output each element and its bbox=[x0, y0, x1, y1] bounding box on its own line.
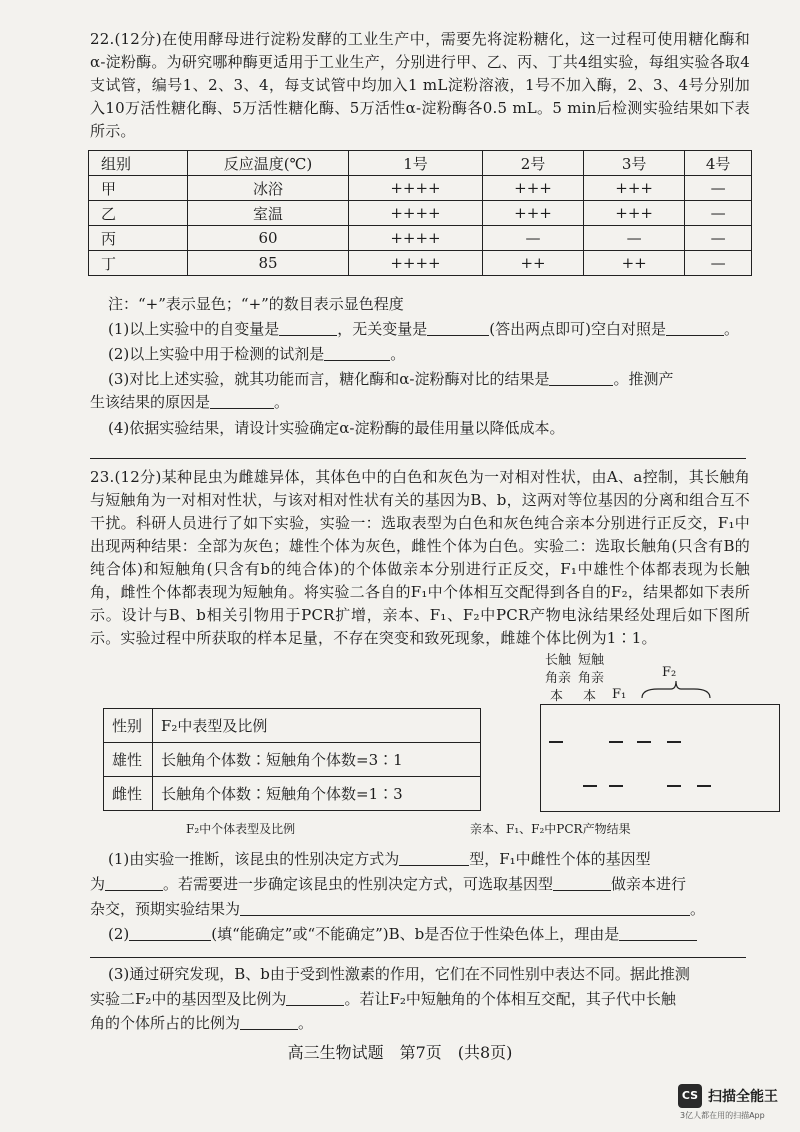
table-cell: 丁 bbox=[89, 251, 188, 276]
q22-s2-text: (2)以上实验中用于检测的试剂是 bbox=[108, 345, 325, 363]
q22-sub3 bbox=[108, 368, 754, 391]
answer-blank[interactable] bbox=[666, 321, 724, 336]
gel-label-short-3: 本 bbox=[583, 689, 597, 704]
scanner-watermark bbox=[678, 1080, 798, 1120]
q23-sub1-cont bbox=[90, 873, 754, 896]
q22-s3-text: 生该结果的原因是 bbox=[90, 393, 211, 411]
header-cell: 1号 bbox=[349, 151, 483, 176]
table-cell: 雌性 bbox=[104, 777, 153, 811]
gel-label-long-1: 长触 bbox=[545, 653, 572, 668]
table-cell: ++++ bbox=[349, 226, 483, 251]
answer-line[interactable] bbox=[90, 957, 746, 958]
q22-sub2 bbox=[108, 343, 754, 366]
q23-s3-text: 角的个体所占的比例为 bbox=[90, 1014, 241, 1032]
answer-blank[interactable] bbox=[619, 926, 697, 941]
q23-s2-text: (填“能确定”或“不能确定”)B、b是否位于性染色体上，理由是 bbox=[211, 925, 620, 943]
q23-s1-text: 型，F₁中雌性个体的基因型 bbox=[469, 850, 651, 868]
q23-s1-text: 做亲本进行 bbox=[611, 875, 687, 893]
header-cell: 4号 bbox=[685, 151, 752, 176]
q22-note: 注：“+”表示显色；“+”的数目表示显色程度 bbox=[108, 295, 404, 313]
table-cell: — bbox=[685, 226, 752, 251]
header-cell: 组别 bbox=[89, 151, 188, 176]
answer-blank[interactable] bbox=[129, 926, 211, 941]
q22-s3-text: 。推测产 bbox=[613, 370, 674, 388]
q23-s1-text: (1)由实验一推断，该昆虫的性别决定方式为 bbox=[108, 850, 400, 868]
gel-band bbox=[583, 785, 597, 787]
gel-label-long-2: 角亲 bbox=[545, 671, 572, 686]
q23-f2-table bbox=[103, 708, 481, 811]
table-cell: 长触角个体数∶短触角个体数=3∶1 bbox=[153, 743, 481, 777]
q22-s1-text: (答出两点即可)空白对照是 bbox=[489, 320, 666, 338]
period: 。 bbox=[690, 900, 706, 918]
period: 。 bbox=[390, 345, 406, 363]
table-cell: 60 bbox=[188, 226, 349, 251]
table-cell: 85 bbox=[188, 251, 349, 276]
answer-blank[interactable] bbox=[240, 1015, 298, 1030]
table-row bbox=[89, 201, 752, 226]
table-cell: — bbox=[482, 226, 583, 251]
gel-band bbox=[697, 785, 711, 787]
q23-sub3-cont2 bbox=[90, 1012, 754, 1035]
answer-blank[interactable] bbox=[553, 876, 611, 891]
gel-band bbox=[667, 785, 681, 787]
gel-caption: 亲本、F₁、F₂中PCR产物结果 bbox=[470, 822, 631, 836]
table-cell: 甲 bbox=[89, 176, 188, 201]
table-cell: — bbox=[584, 226, 685, 251]
table-row bbox=[89, 226, 752, 251]
q23-s1-text: 为 bbox=[90, 875, 106, 893]
answer-blank[interactable] bbox=[399, 851, 469, 866]
table-cell: +++ bbox=[482, 201, 583, 226]
table-cell: +++ bbox=[584, 176, 685, 201]
table-cell: ++++ bbox=[349, 201, 483, 226]
gel-label-f1: F₁ bbox=[612, 687, 627, 702]
answer-blank[interactable] bbox=[427, 321, 489, 336]
f2-brace-icon bbox=[640, 678, 712, 700]
q22-s3-text: (3)对比上述实验，就其功能而言，糖化酶和α-淀粉酶对比的结果是 bbox=[108, 370, 550, 388]
q22-sub4: (4)依据实验结果，请设计实验确定α-淀粉酶的最佳用量以降低成本。 bbox=[108, 419, 565, 437]
table-cell: — bbox=[685, 251, 752, 276]
table-cell: 室温 bbox=[188, 201, 349, 226]
q22-sub3-cont bbox=[90, 391, 754, 414]
page-footer: 高三生物试题 第7页 (共8页) bbox=[287, 1043, 513, 1062]
table-cell: ++++ bbox=[349, 176, 483, 201]
gel-label-short-2: 角亲 bbox=[578, 671, 605, 686]
table-cell: 丙 bbox=[89, 226, 188, 251]
table-row bbox=[89, 176, 752, 201]
table-cell: ++++ bbox=[349, 251, 483, 276]
gel-band bbox=[609, 741, 623, 743]
watermark-subtitle: 3亿人都在用的扫描App bbox=[680, 1111, 765, 1120]
cs-logo-icon: CS bbox=[678, 1084, 702, 1108]
gel-label-long-3: 本 bbox=[550, 689, 564, 704]
q23-s3-text: 实验二F₂中的基因型及比例为 bbox=[90, 990, 287, 1008]
table-row bbox=[104, 743, 481, 777]
table-header-row bbox=[89, 151, 752, 176]
header-cell: F₂中表型及比例 bbox=[153, 709, 481, 743]
period: 。 bbox=[723, 320, 739, 338]
table-cell: — bbox=[685, 201, 752, 226]
q23-s3-text: 。若让F₂中短触角的个体相互交配，其子代中长触 bbox=[344, 990, 676, 1008]
q23-sub3-cont bbox=[90, 988, 754, 1011]
header-cell: 反应温度(℃) bbox=[188, 151, 349, 176]
table-row bbox=[104, 777, 481, 811]
q23-intro: 23.(12分)某种昆虫为雌雄异体，其体色中的白色和灰色为一对相对性状，由A、a控制，其长触角与短触角为一对相对性状，与该对相对性状有关的基因为B、b，这两对等位基因的分离和组合互不干扰。科研人员进行了如下实验，实验一：选取表型为白色和灰色纯合亲本分别进行正反交，F₁中出现两种结果：全部为灰色；雄性个体为灰色，雌性个体为白色。实验二：选取长触角(只含有B的纯合体)和短触角(只含有b的纯合体)的个体做亲本分别进行正反交，F₁中雄性个体都表现为长触角，雌性个体都表现为短触角。将实验二各自的F₁中个体相互交配得到各自的F₂，结果都如下表所示。设计与B、b相关引物用于PCR扩增，亲本、F₁、F₂中PCR产物电泳结果经处理后如下图所示。实验过程中所获取的样本足量，不存在突变和致死现象，雌雄个体比例为1∶1。 bbox=[90, 468, 750, 647]
q22-sub1 bbox=[108, 318, 754, 341]
answer-blank[interactable] bbox=[240, 901, 690, 916]
table-cell: +++ bbox=[482, 176, 583, 201]
table-cell: +++ bbox=[584, 201, 685, 226]
table-cell: ++ bbox=[584, 251, 685, 276]
header-cell: 3号 bbox=[584, 151, 685, 176]
gel-band bbox=[667, 741, 681, 743]
header-cell: 性别 bbox=[104, 709, 153, 743]
gel-figure bbox=[540, 704, 780, 812]
table-cell: 长触角个体数∶短触角个体数=1∶3 bbox=[153, 777, 481, 811]
answer-blank[interactable] bbox=[105, 876, 163, 891]
q23-sub3: (3)通过研究发现，B、b由于受到性激素的作用，它们在不同性别中表达不同。据此推测 bbox=[108, 965, 690, 983]
table-row bbox=[89, 251, 752, 276]
table-caption: F₂中个体表型及比例 bbox=[186, 822, 296, 836]
answer-blank[interactable] bbox=[324, 346, 390, 361]
q23-sub1-cont2 bbox=[90, 898, 754, 921]
period: 。 bbox=[274, 393, 290, 411]
gel-label-f2: F₂ bbox=[662, 665, 677, 680]
q23-s1-text: 。若需要进一步确定该昆虫的性别决定方式，可选取基因型 bbox=[163, 875, 554, 893]
table-cell: 乙 bbox=[89, 201, 188, 226]
answer-blank[interactable] bbox=[549, 371, 613, 386]
table-cell: 雄性 bbox=[104, 743, 153, 777]
answer-blank[interactable] bbox=[279, 321, 337, 336]
table-header-row bbox=[104, 709, 481, 743]
gel-band bbox=[637, 741, 651, 743]
period: 。 bbox=[298, 1014, 314, 1032]
q23-sub1 bbox=[108, 848, 754, 871]
q22-results-table bbox=[88, 150, 752, 276]
answer-blank[interactable] bbox=[210, 394, 274, 409]
answer-line[interactable] bbox=[90, 458, 746, 459]
q23-s2-text: (2) bbox=[108, 925, 130, 943]
q22-intro: 22.(12分)在使用酵母进行淀粉发酵的工业生产中，需要先将淀粉糖化，这一过程可使用糖化酶和α-淀粉酶。为研究哪种酶更适用于工业生产，分别进行甲、乙、丙、丁共4组实验，每组实验各取4支试管，编号1、2、3、4，每支试管中均加入1 mL淀粉溶液，1号不加入酶，2、3、4号分别加入10万活性糖化酶、5万活性糖化酶、5万活性α-淀粉酶各0.5 mL。5 min后检测实验结果如下表所示。 bbox=[90, 30, 750, 140]
answer-blank[interactable] bbox=[286, 991, 344, 1006]
q23-sub2 bbox=[108, 923, 754, 946]
q22-s1-text: (1)以上实验中的自变量是 bbox=[108, 320, 280, 338]
q23-s1-text: 杂交，预期实验结果为 bbox=[90, 900, 241, 918]
q22-s1-text: ，无关变量是 bbox=[337, 320, 428, 338]
gel-band bbox=[549, 741, 563, 743]
table-cell: 冰浴 bbox=[188, 176, 349, 201]
watermark-name: 扫描全能王 bbox=[708, 1089, 778, 1105]
table-cell: ++ bbox=[482, 251, 583, 276]
gel-label-short-1: 短触 bbox=[578, 653, 605, 668]
table-cell: — bbox=[685, 176, 752, 201]
header-cell: 2号 bbox=[482, 151, 583, 176]
gel-band bbox=[609, 785, 623, 787]
